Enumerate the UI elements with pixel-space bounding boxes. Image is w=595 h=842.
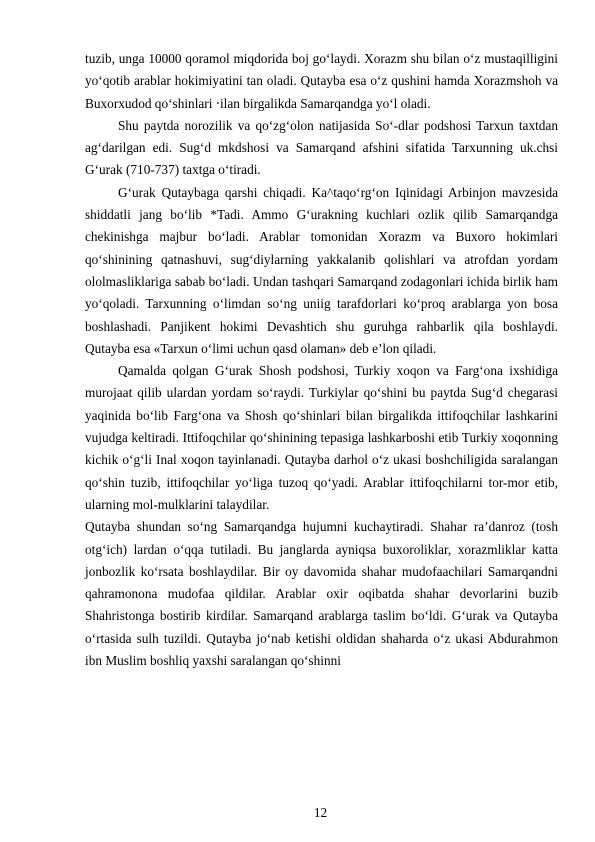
- page-body: [85, 48, 558, 672]
- paragraph-4: Qamalda qolgan G‘urak Shosh podshosi, Turkiy xoqon va Farg‘ona ixshidiga murojaat qilib ulardan yordam so‘raydi. Turkiylar qo‘shini bu paytda Sug‘d chegarasi yaqinida bo‘lib Farg‘ona va Shosh qo‘shinlari bilan birgalikda ittifoqchilar lashkarini vujudga keltiradi. Ittifoqchilar qo‘shinining tepasiga lashkarboshi etib Turkiy xoqonning kichik o‘g‘li Inal xoqon tayinlanadi. Qutayba darhol o‘z ukasi boshchiligida saralangan qo‘shin tuzib, ittifoqchilar yo‘liga tuzoq qo‘yadi. Arablar ittifoqchilarni tor-mor etib, ularning mol-mulklarini talaydilar.: [85, 363, 558, 512]
- paragraph-5: Qutayba shundan so‘ng Samarqandga hujumni kuchaytiradi. Shahar ra’danroz (tosh otg‘ich) lardan o‘qqa tutiladi. Bu janglarda ayniqsa buxoroliklar, xorazmliklar katta jonbozlik ko‘rsata boshlaydilar. Bir oy davomida shahar mudofaachilari Samarqandni qahramonona mudofaa qildilar. Arablar oxir oqibatda shahar devorlarini buzib Shahristonga bostirib kirdilar. Samarqand arablarga taslim bo‘ldi. G‘urak va Qutayba o‘rtasida sulh tuzildi. Qutayba jo‘nab ketishi oldidan shaharda o‘z ukasi Abdurahmon ibn Muslim boshliq yaxshi saralangan qo‘shinni: [85, 519, 558, 669]
- paragraph-2: Shu paytda norozilik va qo‘zg‘olon natijasida So‘-dlar podshosi Tarxun taxtdan ag‘darilgan edi. Sug‘d mkdshosi va Samarqand afshini sifatida Tarxunning uk.chsi G‘urak (710-737) taxtga o‘tiradi.: [85, 117, 558, 178]
- page-number: 12: [313, 805, 328, 820]
- paragraph-3: G‘urak Qutaybaga qarshi chiqadi. Ka^taqo‘rg‘on Iqinidagi Arbinjon mavzesida shiddatli jang bo‘lib *Tadi. Ammo G‘urakning kuchlari ozlik qilib Samarqandga chekinishga majbur bo‘ladi. Arablar tomonidan Xorazm va Buxoro hokimlari qo‘shinining qatnashuvi, sug‘diylarning yakkalanib qolishlari va atrofdan yordam ololmasliklariga sabab bo‘ladi. Undan tashqari Samarqand zodagonlari ichida birlik ham yo‘qoladi. Tarxunning o‘limdan so‘ng uniig tarafdorlari ko‘proq arablarga yon bosa boshlashadi. Panjikent hokimi Devashtich shu guruhga rahbarlik qila boshlaydi. Qutayba esa «Tarxun o‘limi uchun qasd olaman» deb e’lon qiladi.: [85, 184, 558, 356]
- paragraph-1: tuzib, unga 10000 qoramol miqdorida boj go‘laydi. Xorazm shu bilan o‘z mustaqilligini yo‘qotib arablar hokimiyatini tan oladi. Qutayba esa o‘z qushini hamda Xorazmshoh va Buxorxudod qo‘shinlari ‧ilan birgalikda Samarqandga yo‘l oladi.: [85, 51, 558, 111]
